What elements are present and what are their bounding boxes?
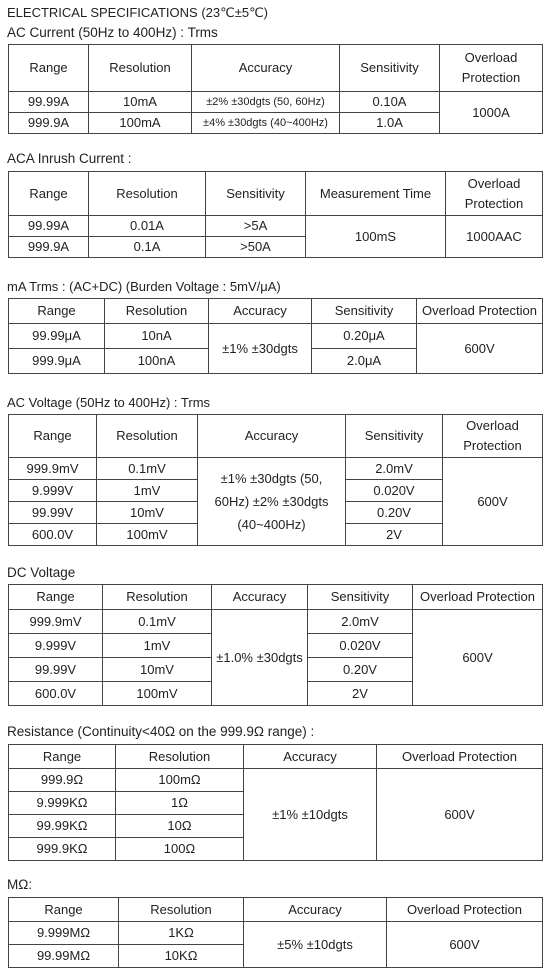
cell-range: 999.9μA	[9, 349, 105, 374]
header-resolution: Resolution	[103, 585, 212, 610]
cell-range: 99.99MΩ	[9, 945, 119, 968]
cell-resolution: 10nA	[105, 324, 209, 349]
cell-accuracy: ±2% ±30dgts (50, 60Hz)	[192, 92, 340, 113]
cell-resolution: 10mV	[103, 658, 212, 682]
cell-range: 999.9mV	[9, 610, 103, 634]
cell-sensitivity: 2.0μA	[312, 349, 417, 374]
resistance-table	[8, 744, 543, 861]
cell-range: 9.999MΩ	[9, 922, 119, 945]
cell-overload: 600V	[417, 324, 543, 374]
cell-range: 999.9A	[9, 113, 89, 134]
header-range: Range	[9, 45, 89, 92]
cell-resolution: 1KΩ	[119, 922, 244, 945]
cell-sensitivity: 2V	[308, 682, 413, 706]
table-header-row	[9, 299, 543, 324]
cell-resolution: 100nA	[105, 349, 209, 374]
header-resolution: Resolution	[119, 898, 244, 922]
table-row	[9, 610, 543, 634]
cell-range: 999.9KΩ	[9, 838, 116, 861]
header-sensitivity: Sensitivity	[206, 172, 306, 216]
cell-range: 600.0V	[9, 524, 97, 546]
header-range: Range	[9, 585, 103, 610]
dc-voltage-table	[8, 584, 543, 706]
header-sensitivity: Sensitivity	[312, 299, 417, 324]
table-header-row	[9, 898, 543, 922]
header-overload: Overload Protection	[443, 415, 543, 458]
cell-sensitivity: 0.20μA	[312, 324, 417, 349]
cell-range: 99.99A	[9, 92, 89, 113]
cell-accuracy: ±1% ±10dgts	[244, 769, 377, 861]
table-row	[9, 92, 543, 113]
resistance-heading: Resistance (Continuity<40Ω on the 999.9Ω range) :	[7, 724, 315, 739]
cell-resolution: 1Ω	[116, 792, 244, 815]
table-header-row	[9, 745, 543, 769]
cell-range: 99.99A	[9, 216, 89, 237]
cell-range: 99.99KΩ	[9, 815, 116, 838]
cell-sensitivity: 0.20V	[308, 658, 413, 682]
header-resolution: Resolution	[116, 745, 244, 769]
cell-sensitivity: 0.020V	[308, 634, 413, 658]
cell-resolution: 100Ω	[116, 838, 244, 861]
megohm-heading: MΩ:	[7, 877, 33, 892]
cell-resolution: 1mV	[97, 480, 198, 502]
cell-resolution: 10KΩ	[119, 945, 244, 968]
header-range: Range	[9, 299, 105, 324]
header-sensitivity: Sensitivity	[308, 585, 413, 610]
ac-voltage-heading: AC Voltage (50Hz to 400Hz) : Trms	[7, 395, 211, 410]
aca-inrush-heading: ACA Inrush Current :	[7, 151, 132, 166]
cell-range: 99.99V	[9, 502, 97, 524]
header-range: Range	[9, 745, 116, 769]
table-row	[9, 216, 543, 237]
table-row	[9, 769, 543, 792]
cell-sensitivity: 0.10A	[340, 92, 440, 113]
header-overload: Overload Protection	[387, 898, 543, 922]
table-row	[9, 458, 543, 480]
cell-overload: 600V	[443, 458, 543, 546]
header-resolution: Resolution	[89, 172, 206, 216]
header-accuracy: Accuracy	[198, 415, 346, 458]
cell-accuracy: ±1% ±30dgts	[209, 324, 312, 374]
table-row	[9, 324, 543, 349]
header-resolution: Resolution	[105, 299, 209, 324]
cell-range: 99.99μA	[9, 324, 105, 349]
cell-resolution: 100mΩ	[116, 769, 244, 792]
cell-resolution: 100mV	[103, 682, 212, 706]
header-range: Range	[9, 898, 119, 922]
cell-range: 9.999V	[9, 634, 103, 658]
header-accuracy: Accuracy	[209, 299, 312, 324]
cell-overload: 600V	[377, 769, 543, 861]
table-header-row	[9, 415, 543, 458]
cell-sensitivity: 2.0mV	[308, 610, 413, 634]
cell-overload: 1000A	[440, 92, 543, 134]
cell-range: 9.999KΩ	[9, 792, 116, 815]
header-overload: Overload Protection	[417, 299, 543, 324]
ma-trms-table	[8, 298, 543, 374]
header-overload: Overload Protection	[377, 745, 543, 769]
header-resolution: Resolution	[89, 45, 192, 92]
header-sensitivity: Sensitivity	[340, 45, 440, 92]
header-sensitivity: Sensitivity	[346, 415, 443, 458]
cell-resolution: 10mA	[89, 92, 192, 113]
cell-resolution: 1mV	[103, 634, 212, 658]
header-overload: Overload Protection	[440, 45, 543, 92]
ma-trms-heading: mA Trms : (AC+DC) (Burden Voltage : 5mV/μA)	[7, 279, 281, 294]
table-header-row	[9, 45, 543, 92]
cell-accuracy: ±1.0% ±30dgts	[212, 610, 308, 706]
cell-overload: 600V	[413, 610, 543, 706]
header-accuracy: Accuracy	[244, 898, 387, 922]
dc-voltage-heading: DC Voltage	[7, 565, 76, 580]
ac-current-heading: AC Current (50Hz to 400Hz) : Trms	[7, 25, 218, 40]
cell-range: 600.0V	[9, 682, 103, 706]
cell-sensitivity: 2.0mV	[346, 458, 443, 480]
cell-accuracy: ±4% ±30dgts (40~400Hz)	[192, 113, 340, 134]
cell-range: 9.999V	[9, 480, 97, 502]
table-header-row	[9, 585, 543, 610]
cell-resolution: 10Ω	[116, 815, 244, 838]
cell-accuracy: ±5% ±10dgts	[244, 922, 387, 968]
header-overload: Overload Protection	[413, 585, 543, 610]
header-range: Range	[9, 415, 97, 458]
page-title: ELECTRICAL SPECIFICATIONS (23℃±5℃)	[7, 5, 268, 20]
table-row	[9, 922, 543, 945]
cell-sensitivity: >5A	[206, 216, 306, 237]
cell-sensitivity: 0.020V	[346, 480, 443, 502]
cell-sensitivity: 1.0A	[340, 113, 440, 134]
cell-sensitivity: >50A	[206, 237, 306, 258]
cell-resolution: 0.1A	[89, 237, 206, 258]
cell-overload: 600V	[387, 922, 543, 968]
cell-resolution: 0.01A	[89, 216, 206, 237]
header-accuracy: Accuracy	[212, 585, 308, 610]
cell-sensitivity: 0.20V	[346, 502, 443, 524]
cell-overload: 1000AAC	[446, 216, 543, 258]
megohm-table	[8, 897, 543, 968]
ac-current-table	[8, 44, 543, 134]
header-accuracy: Accuracy	[244, 745, 377, 769]
cell-resolution: 100mV	[97, 524, 198, 546]
header-range: Range	[9, 172, 89, 216]
cell-resolution: 10mV	[97, 502, 198, 524]
cell-resolution: 100mA	[89, 113, 192, 134]
header-accuracy: Accuracy	[192, 45, 340, 92]
cell-measurement-time: 100mS	[306, 216, 446, 258]
cell-range: 999.9Ω	[9, 769, 116, 792]
cell-resolution: 0.1mV	[97, 458, 198, 480]
header-resolution: Resolution	[97, 415, 198, 458]
cell-resolution: 0.1mV	[103, 610, 212, 634]
aca-inrush-table	[8, 171, 543, 258]
ac-voltage-table	[8, 414, 543, 546]
cell-accuracy: ±1% ±30dgts (50, 60Hz) ±2% ±30dgts (40~400Hz)	[198, 458, 346, 546]
header-measurement-time: Measurement Time	[306, 172, 446, 216]
cell-range: 999.9A	[9, 237, 89, 258]
header-overload: Overload Protection	[446, 172, 543, 216]
cell-range: 999.9mV	[9, 458, 97, 480]
cell-range: 99.99V	[9, 658, 103, 682]
table-header-row	[9, 172, 543, 216]
cell-sensitivity: 2V	[346, 524, 443, 546]
